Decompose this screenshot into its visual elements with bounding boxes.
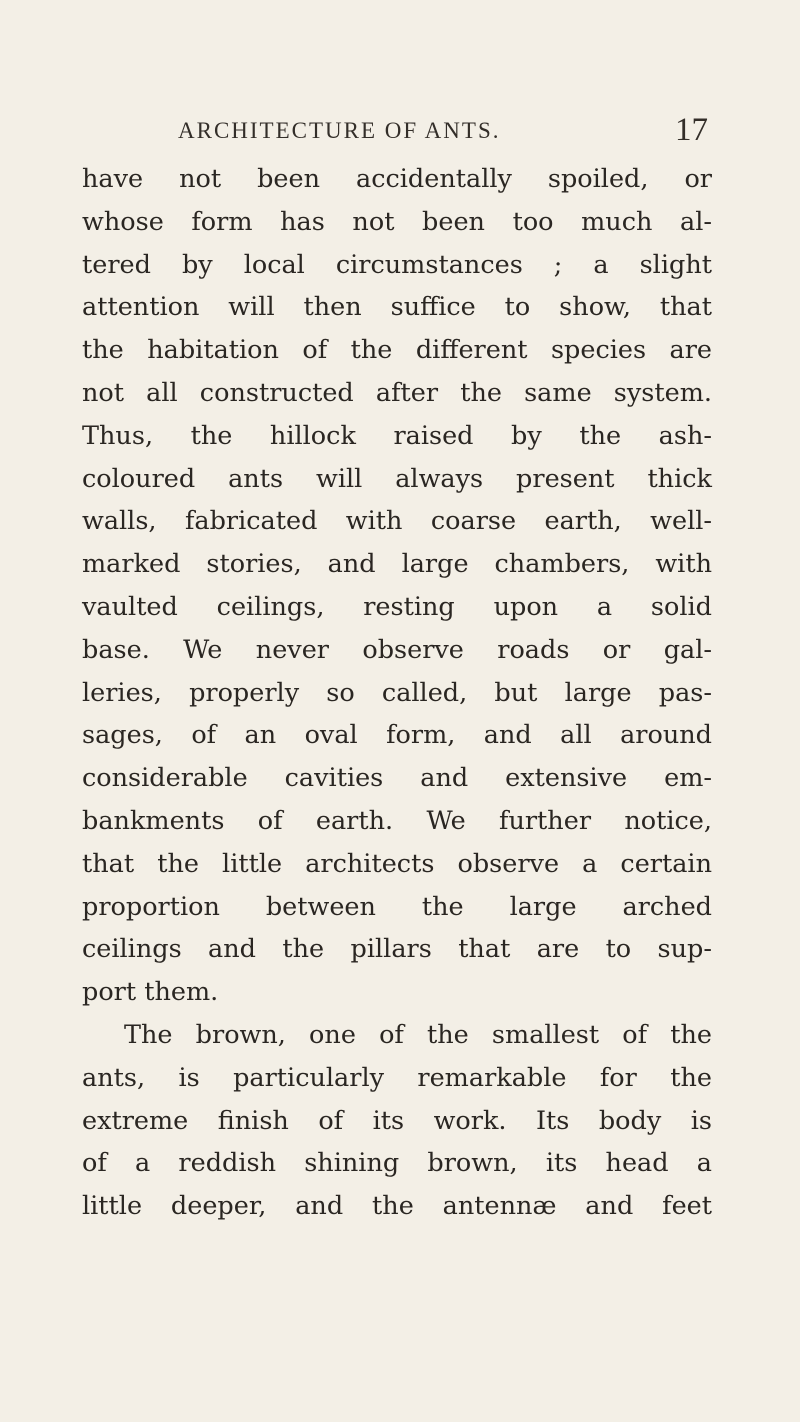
text-line: walls, fabricated with coarse earth, well- <box>82 506 712 537</box>
text-line: have not been accidentally spoiled, or <box>82 164 712 194</box>
page-number: 17 <box>675 112 708 148</box>
text-line: whose form has not been too much al- <box>82 206 712 237</box>
text-line: ants, is particularly remarkable for the <box>82 1062 712 1093</box>
text-line: proportion between the large arched <box>82 891 712 922</box>
text-line: Thus, the hillock raised by the ash- <box>82 420 712 451</box>
text-line: that the little architects observe a certain <box>82 848 712 879</box>
body-text <box>82 158 712 1228</box>
text-line: of a reddish shining brown, its head a <box>82 1148 712 1179</box>
text-line: attention will then suffice to show, that <box>82 292 712 323</box>
text-line: ceilings and the pillars that are to sup- <box>82 934 712 965</box>
text-line: the habitation of the different species are <box>82 335 712 366</box>
text-line: tered by local circumstances ; a slight <box>82 249 712 280</box>
text-line: coloured ants will always present thick <box>82 463 712 494</box>
text-line: base. We never observe roads or gal- <box>82 634 712 665</box>
text-line: sages, of an oval form, and all around <box>82 720 712 751</box>
chapter-title: ARCHITECTURE OF ANTS. <box>178 118 501 143</box>
text-line: extreme finish of its work. Its body is <box>82 1105 712 1136</box>
running-head <box>178 112 708 148</box>
text-line: port them. <box>82 977 219 1008</box>
text-line: not all constructed after the same system. <box>82 377 712 408</box>
text-line: marked stories, and large chambers, with <box>82 549 712 580</box>
text-line: bankments of earth. We further notice, <box>82 805 712 836</box>
text-line: leries, properly so called, but large pas- <box>82 677 712 708</box>
text-line: vaulted ceilings, resting upon a solid <box>82 591 712 622</box>
text-line: The brown, one of the smallest of the <box>124 1019 712 1050</box>
text-line: considerable cavities and extensive em- <box>82 763 712 794</box>
text-line: little deeper, and the antennæ and feet <box>82 1191 712 1222</box>
